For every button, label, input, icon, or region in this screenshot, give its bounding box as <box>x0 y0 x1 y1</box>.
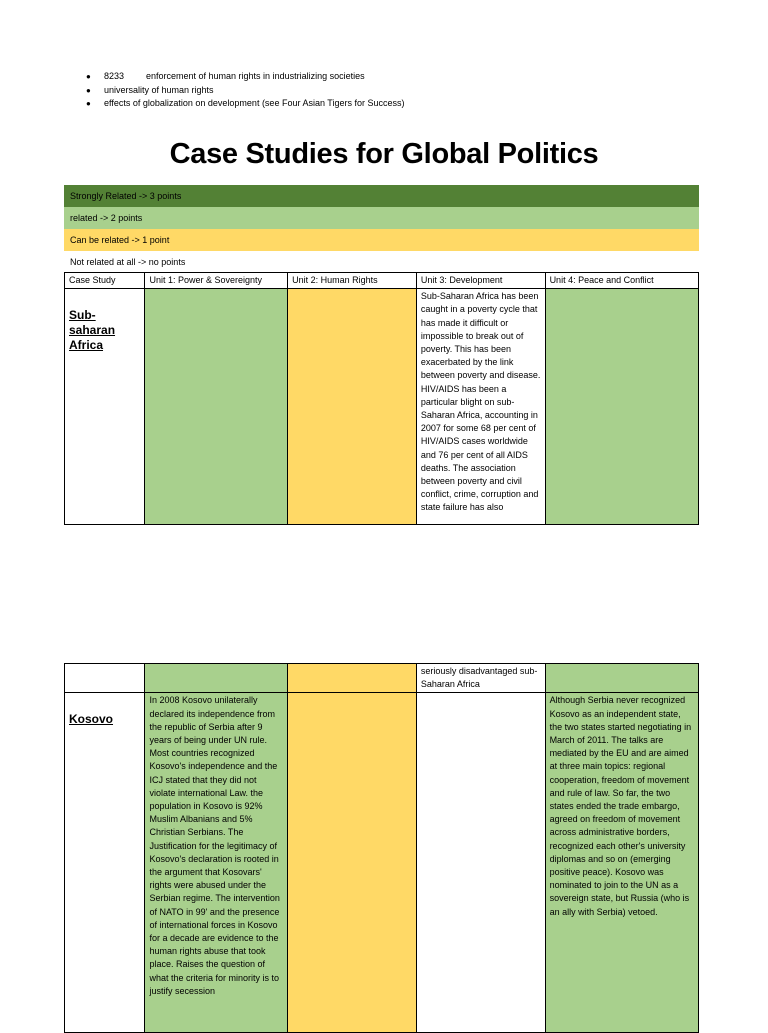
legend-can-be-related: Can be related -> 1 point <box>64 229 699 251</box>
case-study-table <box>64 272 699 525</box>
table-row <box>65 289 699 525</box>
header-unit-1: Unit 1: Power & Sovereignty <box>145 273 288 289</box>
unit2-cell <box>288 289 417 525</box>
table-row <box>65 664 699 693</box>
case-name-kosovo: Kosovo <box>69 712 114 727</box>
unit3-cell: Sub-Saharan Africa has been caught in a poverty cycle that has made it difficult or impossible to break out of poverty. This has been exacerbated by the link between poverty and disease. HIV/AIDS has been a particular blight on sub-Saharan Africa, accounting in 2007 for some 68 per cent of HIV/AIDS cases worldwide and 76 per cent of all AIDS deaths. The association between poverty and civil conflict, crime, corruption and state failure has also <box>416 289 545 525</box>
header-unit-4: Unit 4: Peace and Conflict <box>545 273 698 289</box>
bullet-icon: ● <box>86 99 91 109</box>
legend-related: related -> 2 points <box>64 207 699 229</box>
bullet-code: 8233 <box>104 71 125 81</box>
case-study-table-continued <box>64 663 699 1033</box>
list-item <box>86 70 405 84</box>
table-header-row <box>65 273 699 289</box>
bullet-list <box>86 70 405 111</box>
table-row <box>65 693 699 1033</box>
unit1-cell <box>145 289 288 525</box>
bullet-text: effects of globalization on development (see Four Asian Tigers for Success) <box>104 98 405 109</box>
case-name-subsaharan: Sub-saharan Africa <box>69 308 116 353</box>
unit1-cell: In 2008 Kosovo unilaterally declared its independence from the republic of Serbia after 9 years of being under UN rule. Most countries recognized Kosovo's independence and the ICJ stated that they did not violate international Law. the population in Kosovo is 92% Muslim Albanians and 5% Christian Serbians. The Justification for the legitimacy of Kosovo's declaration is rooted in the argument that Kosovars' rights were abused under the Serbian regime. The intervention of NATO in 99' and the presence of international forces in Kosovo for a decade are evidence to the human rights abuse that took place. Raises the question of what the criteria for minority is to justify secession <box>145 693 288 1033</box>
header-unit-3: Unit 3: Development <box>416 273 545 289</box>
unit4-cell: Although Serbia never recognized Kosovo as an independent state, the two states started negotiating in March of 2011. The talks are mediated by the EU and are aimed at three main topics: regional cooperation, freedom of movement and rule of law. So far, the two states ended the trade embargo, agreed on freedom of movement across administrative borders, recognized each other's university diplomas and so on (emerging positive peace). Kosovo was nominated to join to the UN as a sovereign state, but Russia (who is an ally with Serbia) vetoed. <box>545 693 698 1033</box>
unit3-cell: seriously disadvantaged sub-Saharan Africa <box>416 664 545 693</box>
bullet-icon: ● <box>86 72 91 81</box>
page-title: Case Studies for Global Politics <box>169 138 599 170</box>
bullet-icon: ● <box>86 85 91 95</box>
unit2-cell <box>288 693 417 1033</box>
unit4-cell <box>545 289 698 525</box>
legend-not-related: Not related at all -> no points <box>64 251 699 273</box>
bullet-text: enforcement of human rights in industrializing societies <box>146 71 365 81</box>
list-item <box>86 97 405 111</box>
legend-strongly-related: Strongly Related -> 3 points <box>64 185 699 207</box>
case-cell <box>65 289 145 525</box>
unit3-cell <box>416 693 545 1033</box>
header-unit-2: Unit 2: Human Rights <box>288 273 417 289</box>
unit1-cell <box>145 664 288 693</box>
header-case-study: Case Study <box>65 273 145 289</box>
case-cell <box>65 664 145 693</box>
unit2-cell <box>288 664 417 693</box>
unit4-cell <box>545 664 698 693</box>
bullet-text: universality of human rights <box>104 84 214 95</box>
list-item <box>86 84 405 98</box>
case-cell <box>65 693 145 1033</box>
